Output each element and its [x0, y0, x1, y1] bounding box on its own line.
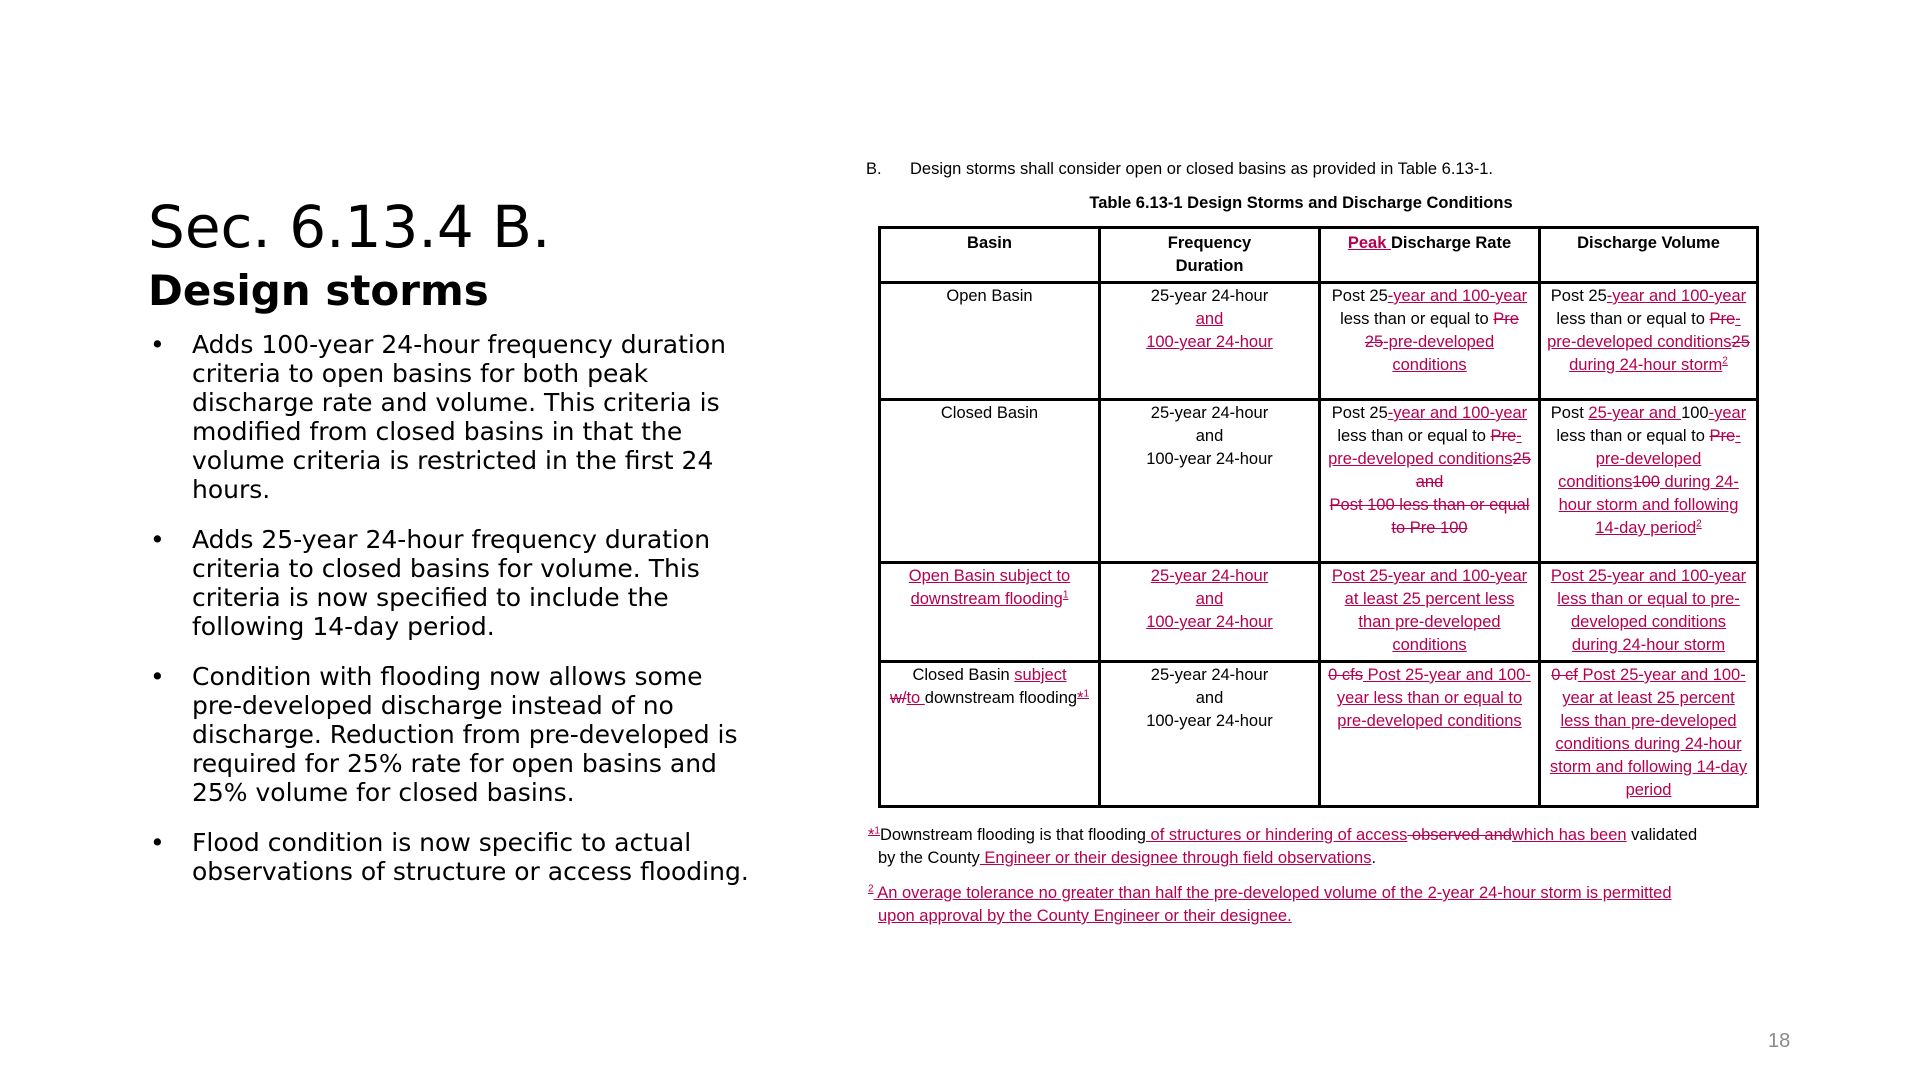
revision-insert: 25-year and	[1588, 404, 1682, 422]
page-number: 18	[1768, 1030, 1791, 1052]
revision-insert: during 24-hour storm and following 14-day period	[1558, 473, 1739, 537]
revision-insert: Post 25-year and 100-year at least 25 percent less than pre-developed conditions during 24-hour storm and following 14-day period	[1549, 666, 1748, 799]
revision-insert: which has been	[1511, 826, 1627, 844]
slide-subtitle: Design storms	[148, 266, 489, 315]
cell-discharge-volume	[1540, 563, 1758, 662]
cell-basin: Open Basin	[880, 283, 1100, 400]
footnote-marker: 1	[874, 825, 880, 837]
table-header-row	[880, 228, 1758, 283]
footnote-ref: 2	[1722, 355, 1728, 367]
frequency-line: 25-year 24-hour	[1150, 666, 1269, 684]
revision-delete: and	[1415, 473, 1444, 491]
text-run: Post 25	[1550, 287, 1607, 305]
text-run: validated	[1626, 826, 1698, 844]
revision-insert: Peak	[1347, 234, 1391, 252]
revision-insert: 100-year 24-hour	[1146, 333, 1273, 351]
table-row	[880, 400, 1758, 563]
bullet-list	[148, 330, 758, 907]
footnote-ref: 2	[1696, 518, 1702, 530]
cell-basin	[880, 563, 1100, 662]
cell-discharge-volume	[1540, 283, 1758, 400]
footnote-marker: 2	[868, 883, 874, 895]
slide-title: Sec. 6.13.4 B.	[148, 193, 551, 261]
revision-insert: An overage tolerance no greater than half the pre-developed volume of the 2-year 24-hour storm is permitted	[873, 884, 1672, 902]
revision-insert: -pre-developed conditions	[1558, 427, 1741, 491]
revision-delete: w/	[889, 689, 907, 707]
revision-delete: 25	[1731, 333, 1750, 351]
text-run: less than or equal to	[1556, 310, 1710, 328]
revision-insert: Post 25-year and 100-year at least 25 percent less than pre-developed conditions	[1331, 567, 1528, 654]
revision-insert: -year and 100-year	[1606, 287, 1747, 305]
design-storms-table	[878, 226, 1759, 808]
frequency-line: 25-year 24-hour	[1150, 404, 1269, 422]
header-frequency-line1: Frequency	[1167, 234, 1252, 252]
revision-insert: subject	[1014, 666, 1067, 684]
revision-insert: 100-year 24-hour	[1146, 613, 1273, 631]
text-run: less than or equal to	[1340, 310, 1494, 328]
cell-frequency	[1100, 563, 1320, 662]
revision-delete: Pre 25	[1364, 310, 1519, 351]
frequency-line: 100-year 24-hour	[1146, 450, 1273, 468]
cell-frequency	[1100, 400, 1320, 563]
revision-insert: -pre-developed conditions	[1383, 333, 1495, 374]
cell-discharge-rate	[1320, 563, 1540, 662]
revision-insert: and	[1195, 310, 1224, 328]
revision-insert: Engineer or their designee through field observations	[979, 849, 1372, 867]
bullet-item: • Adds 100-year 24-hour frequency duration criteria to open basins for both peak discharge rate and volume. This criteria is modified from closed basins in that the volume criteria is restricted in the first 24 hours.	[148, 330, 758, 504]
revision-delete: observed and	[1407, 826, 1512, 844]
text-run: .	[1371, 849, 1377, 867]
revision-insert: -pre-developed conditions	[1547, 310, 1741, 351]
revision-insert: Open Basin subject to downstream flooding	[908, 567, 1071, 608]
revision-delete: Pre	[1709, 427, 1736, 445]
revision-insert: upon approval by the County Engineer or their designee.	[878, 907, 1292, 925]
text-run: Post 25	[1331, 287, 1388, 305]
cell-discharge-volume	[1540, 400, 1758, 563]
header-frequency-line2: Duration	[1175, 257, 1244, 275]
cell-frequency	[1100, 283, 1320, 400]
revision-delete: *	[868, 826, 875, 844]
footnote-1	[868, 824, 1748, 870]
text-run: Closed Basin	[912, 666, 1015, 684]
cell-discharge-rate	[1320, 662, 1540, 807]
table-row	[880, 283, 1758, 400]
revision-delete: Pre	[1490, 427, 1517, 445]
section-paragraph	[866, 160, 1493, 179]
frequency-line: 25-year 24-hour	[1150, 287, 1269, 305]
frequency-line: and	[1195, 689, 1224, 707]
cell-discharge-rate	[1320, 283, 1540, 400]
text-run: by the County	[878, 849, 980, 867]
text-run: Post	[1550, 404, 1589, 422]
bullet-item: • Adds 25-year 24-hour frequency duration criteria to closed basins for volume. This criteria is now specified to include the following 14-day period.	[148, 525, 758, 641]
cell-basin: Closed Basin	[880, 400, 1100, 563]
revision-delete: *	[1077, 689, 1084, 707]
footnote-2	[868, 882, 1748, 928]
revision-insert: and	[1195, 590, 1224, 608]
footnote-ref: 1	[1083, 688, 1090, 700]
bullet-item: • Condition with flooding now allows some pre-developed discharge instead of no discharge. Reduction from pre-developed is required for 25% rate for open basins and 25% volume for closed basins.	[148, 662, 758, 807]
text-run: 100	[1681, 404, 1709, 422]
section-letter: B.	[866, 160, 882, 178]
revision-insert: -year	[1708, 404, 1747, 422]
frequency-line: 100-year 24-hour	[1146, 712, 1273, 730]
text-run: Downstream flooding is that flooding	[879, 826, 1146, 844]
table-caption: Table 6.13-1 Design Storms and Discharge Conditions	[1089, 194, 1513, 212]
cell-basin	[880, 662, 1100, 807]
revision-insert: Post 25-year and 100-year less than or equal to pre-developed conditions	[1336, 666, 1531, 730]
header-discharge-volume: Discharge Volume	[1540, 228, 1758, 283]
revision-insert: to	[906, 689, 925, 707]
text-run: less than or equal to	[1337, 427, 1491, 445]
cell-discharge-rate	[1320, 400, 1540, 563]
table-row	[880, 563, 1758, 662]
header-rate-text: Discharge Rate	[1390, 234, 1512, 252]
header-discharge-rate	[1320, 228, 1540, 283]
revision-delete: Pre	[1709, 310, 1736, 328]
revision-delete: 0 cf	[1551, 666, 1578, 684]
revision-insert: Post 25-year and 100-year less than or equal to pre-developed conditions during 24-hour storm	[1550, 567, 1747, 654]
revision-insert: -year and 100-year	[1387, 404, 1528, 422]
bullet-item: • Flood condition is now specific to actual observations of structure or access flooding.	[148, 828, 758, 886]
frequency-line: and	[1195, 427, 1224, 445]
revision-delete: Post 100 less than or equal to Pre 100	[1329, 496, 1530, 537]
cell-discharge-volume	[1540, 662, 1758, 807]
revision-insert: -year and 100-year	[1387, 287, 1528, 305]
revision-insert: during 24-hour storm	[1569, 356, 1723, 374]
revision-insert: 25-year 24-hour	[1150, 567, 1269, 585]
section-text: Design storms shall consider open or closed basins as provided in Table 6.13-1.	[910, 160, 1494, 178]
cell-frequency	[1100, 662, 1320, 807]
header-basin: Basin	[880, 228, 1100, 283]
text-run: downstream flooding	[924, 689, 1078, 707]
revision-delete: 25	[1512, 450, 1531, 468]
header-frequency	[1100, 228, 1320, 283]
revision-delete: 100	[1632, 473, 1660, 491]
revision-delete: 0 cfs	[1328, 666, 1363, 684]
text-run: Post 25	[1331, 404, 1388, 422]
footnote-ref: 1	[1062, 589, 1069, 601]
revision-insert: of structures or hindering of access	[1145, 826, 1408, 844]
text-run: less than or equal to	[1556, 427, 1710, 445]
table-row	[880, 662, 1758, 807]
revision-insert: -pre-developed conditions	[1328, 427, 1522, 468]
